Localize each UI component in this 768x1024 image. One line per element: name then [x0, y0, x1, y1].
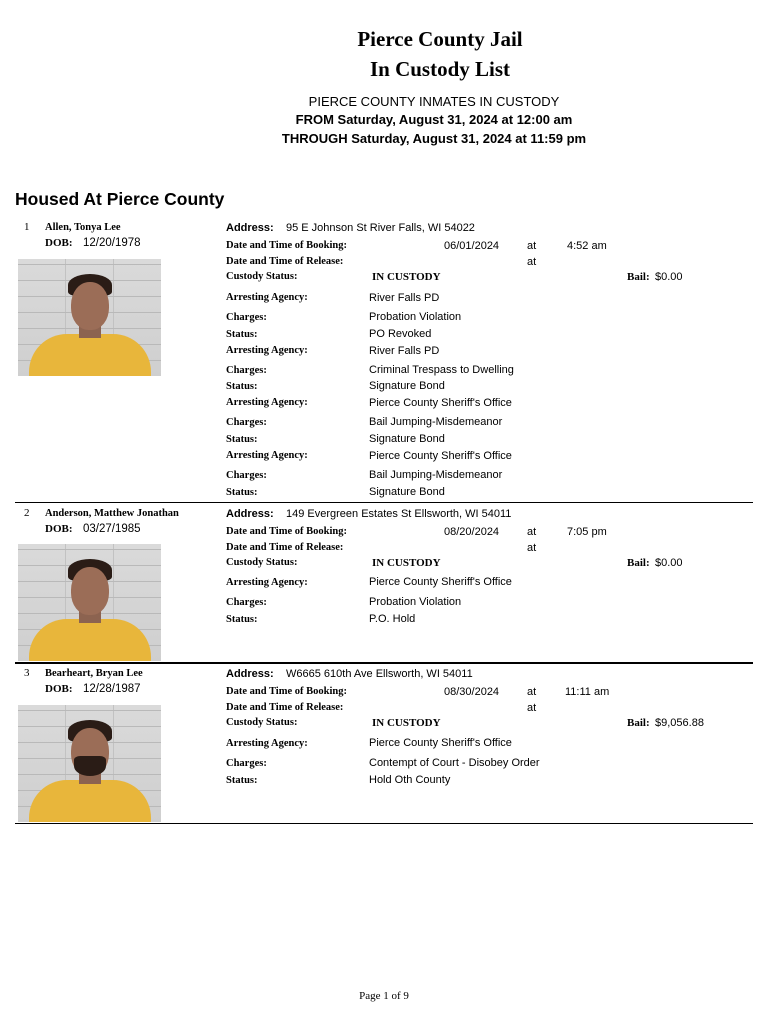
charges-label: Charges: — [226, 758, 267, 769]
inmate-name: Allen, Tonya Lee — [45, 222, 121, 233]
address-label: Address: — [226, 222, 274, 234]
charges-value: Probation Violation — [369, 596, 462, 608]
release-label: Date and Time of Release: — [226, 542, 344, 553]
bail-label: Bail: — [627, 271, 650, 283]
record-divider — [15, 502, 753, 503]
dob-label: DOB: — [45, 523, 73, 535]
address-value: 95 E Johnson St River Falls, WI 54022 — [286, 222, 475, 234]
booking-date: 06/01/2024 — [444, 240, 500, 252]
bail-value: $0.00 — [655, 271, 683, 283]
arresting-agency-value: Pierce County Sheriff's Office — [369, 450, 512, 462]
bail-label: Bail: — [627, 557, 650, 569]
custody-status-value: IN CUSTODY — [372, 717, 441, 729]
record-divider — [15, 823, 753, 824]
section-title: Housed At Pierce County — [15, 189, 225, 209]
custody-status-value: IN CUSTODY — [372, 271, 441, 283]
arresting-agency-value: River Falls PD — [369, 292, 440, 304]
charges-label: Charges: — [226, 312, 267, 323]
status-label: Status: — [226, 775, 258, 786]
arresting-agency-value: River Falls PD — [369, 345, 440, 357]
arresting-agency-value: Pierce County Sheriff's Office — [369, 397, 512, 409]
report-through-date: THROUGH Saturday, August 31, 2024 at 11:59 pm — [281, 131, 587, 146]
page-title-line2: In Custody List — [369, 57, 511, 81]
booking-at: at — [527, 686, 537, 698]
arresting-agency-label: Arresting Agency: — [226, 577, 308, 588]
booking-label: Date and Time of Booking: — [226, 686, 347, 697]
address-label: Address: — [226, 508, 274, 520]
address-value: 149 Evergreen Estates St Ellsworth, WI 54011 — [286, 508, 512, 520]
report-subtitle: PIERCE COUNTY INMATES IN CUSTODY — [308, 94, 560, 109]
status-value: Signature Bond — [369, 380, 445, 392]
address-label: Address: — [226, 668, 274, 680]
dob-value: 03/27/1985 — [83, 523, 141, 535]
status-value: P.O. Hold — [369, 613, 416, 625]
custody-status-value: IN CUSTODY — [372, 557, 441, 569]
inmate-number: 2 — [24, 507, 30, 519]
arresting-agency-label: Arresting Agency: — [226, 738, 308, 749]
status-value: Signature Bond — [369, 486, 445, 498]
charges-label: Charges: — [226, 417, 267, 428]
charges-label: Charges: — [226, 597, 267, 608]
status-value: Signature Bond — [369, 433, 445, 445]
page-title-line1: Pierce County Jail — [357, 27, 523, 51]
inmate-number: 1 — [24, 221, 30, 233]
arresting-agency-label: Arresting Agency: — [226, 345, 308, 356]
status-label: Status: — [226, 614, 258, 625]
address-value: W6665 610th Ave Ellsworth, WI 54011 — [286, 668, 473, 680]
custody-status-label: Custody Status: — [226, 271, 298, 282]
arresting-agency-value: Pierce County Sheriff's Office — [369, 737, 512, 749]
charges-value: Contempt of Court - Disobey Order — [369, 757, 540, 769]
status-value: Hold Oth County — [369, 774, 451, 786]
booking-label: Date and Time of Booking: — [226, 526, 347, 537]
arresting-agency-label: Arresting Agency: — [226, 292, 308, 303]
release-label: Date and Time of Release: — [226, 256, 344, 267]
charges-value: Probation Violation — [369, 311, 462, 323]
custody-status-label: Custody Status: — [226, 717, 298, 728]
booking-time: 4:52 am — [567, 240, 607, 252]
arresting-agency-label: Arresting Agency: — [226, 450, 308, 461]
dob-label: DOB: — [45, 237, 73, 249]
booking-at: at — [527, 240, 537, 252]
inmate-name: Anderson, Matthew Jonathan — [45, 508, 179, 519]
release-at: at — [527, 542, 537, 554]
booking-date: 08/20/2024 — [444, 526, 500, 538]
bail-value: $0.00 — [655, 557, 683, 569]
status-label: Status: — [226, 381, 258, 392]
booking-date: 08/30/2024 — [444, 686, 500, 698]
booking-time: 11:11 am — [565, 686, 610, 698]
dob-label: DOB: — [45, 683, 73, 695]
arresting-agency-value: Pierce County Sheriff's Office — [369, 576, 512, 588]
booking-label: Date and Time of Booking: — [226, 240, 347, 251]
release-at: at — [527, 702, 537, 714]
record-divider — [15, 662, 753, 664]
mugshot-photo — [18, 259, 161, 376]
booking-at: at — [527, 526, 537, 538]
bail-label: Bail: — [627, 717, 650, 729]
status-label: Status: — [226, 434, 258, 445]
report-from-date: FROM Saturday, August 31, 2024 at 12:00 am — [295, 112, 573, 127]
inmate-number: 3 — [24, 667, 30, 679]
status-value: PO Revoked — [369, 328, 432, 340]
release-label: Date and Time of Release: — [226, 702, 344, 713]
charges-label: Charges: — [226, 470, 267, 481]
charges-value: Bail Jumping-Misdemeanor — [369, 469, 503, 481]
mugshot-photo — [18, 705, 161, 822]
charges-value: Bail Jumping-Misdemeanor — [369, 416, 503, 428]
release-at: at — [527, 256, 537, 268]
status-label: Status: — [226, 487, 258, 498]
booking-time: 7:05 pm — [567, 526, 607, 538]
page-number: Page 1 of 9 — [359, 990, 409, 1002]
dob-value: 12/20/1978 — [83, 237, 141, 249]
mugshot-photo — [18, 544, 161, 661]
charges-label: Charges: — [226, 365, 267, 376]
status-label: Status: — [226, 329, 258, 340]
dob-value: 12/28/1987 — [83, 683, 141, 695]
inmate-name: Bearheart, Bryan Lee — [45, 668, 143, 679]
bail-value: $9,056.88 — [655, 717, 704, 729]
arresting-agency-label: Arresting Agency: — [226, 397, 308, 408]
charges-value: Criminal Trespass to Dwelling — [369, 364, 514, 376]
custody-status-label: Custody Status: — [226, 557, 298, 568]
